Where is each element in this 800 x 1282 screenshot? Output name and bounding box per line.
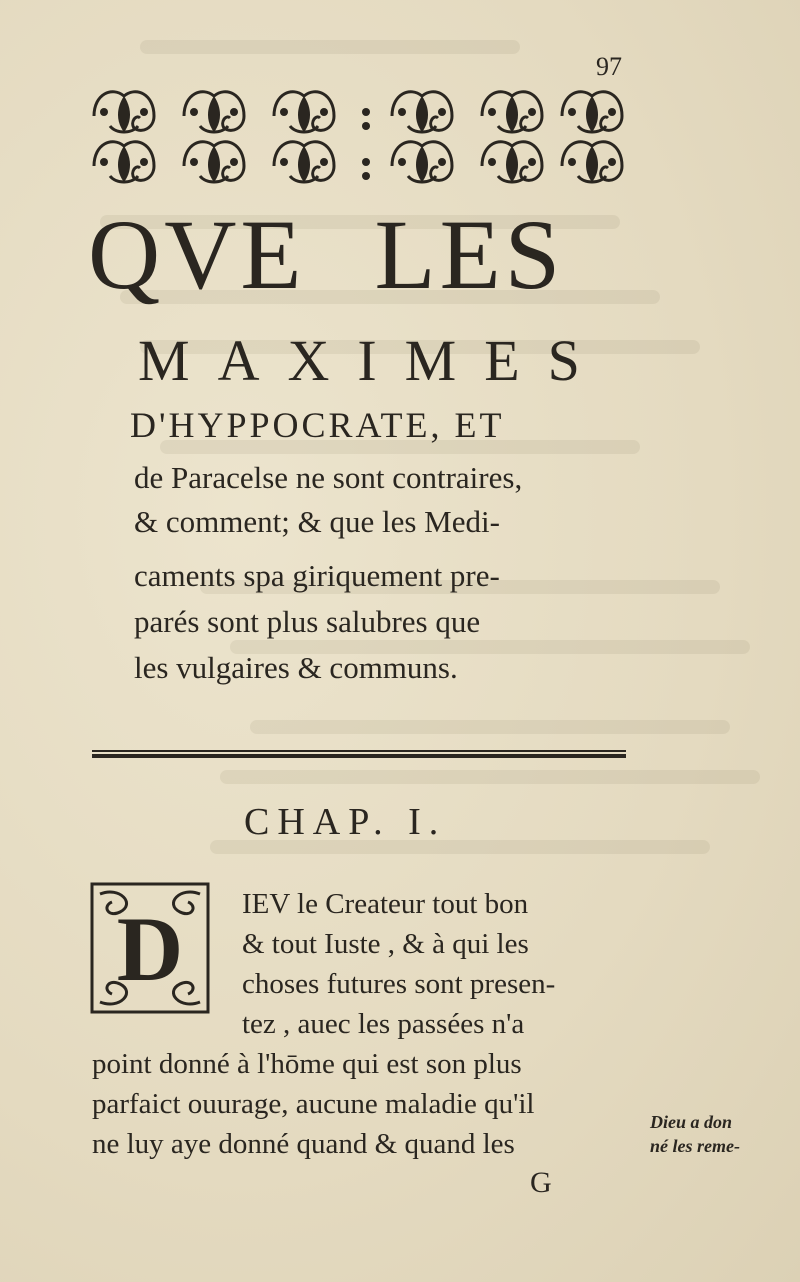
signature-mark: G <box>530 1166 552 1199</box>
body-line: IEV le Createur tout bon <box>242 888 529 920</box>
body-line: point donné à l'hōme qui est son plus <box>92 1048 522 1080</box>
title-line-2: MAXIMES <box>138 328 608 393</box>
body-line: parfaict ouurage, aucune maladie qu'il <box>92 1088 535 1120</box>
subtitle-line: de Paracelse ne sont contraires, <box>134 460 523 495</box>
subtitle-line: caments spa giriquement pre- <box>134 558 500 593</box>
decorated-initial-d <box>90 882 210 1014</box>
drop-cap-letter: D <box>116 898 184 1000</box>
body-line: & tout Iuste , & à qui les <box>242 928 529 960</box>
marginal-note-line: Dieu a don <box>650 1112 733 1132</box>
floral-headpiece-ornament <box>88 82 636 186</box>
body-line: choses futures sont presen- <box>242 968 556 1000</box>
subtitle-line: & comment; & que les Medi- <box>134 504 500 539</box>
body-line: tez , auec les passées n'a <box>242 1008 525 1040</box>
title-line-3: D'HYPPOCRATE, ET <box>130 405 505 445</box>
chapter-heading: CHAP. I. <box>244 801 447 843</box>
body-line: ne luy aye donné quand & quand les <box>92 1128 515 1160</box>
subtitle-line: parés sont plus salubres que <box>134 604 481 639</box>
page-number: 97 <box>596 52 622 81</box>
marginal-note <box>650 1110 790 1158</box>
subtitle-line: les vulgaires & communs. <box>134 650 458 685</box>
marginal-note-line: né les reme- <box>650 1136 740 1156</box>
double-rule-divider <box>92 745 626 757</box>
title-line-1: QVE LES <box>88 199 565 310</box>
